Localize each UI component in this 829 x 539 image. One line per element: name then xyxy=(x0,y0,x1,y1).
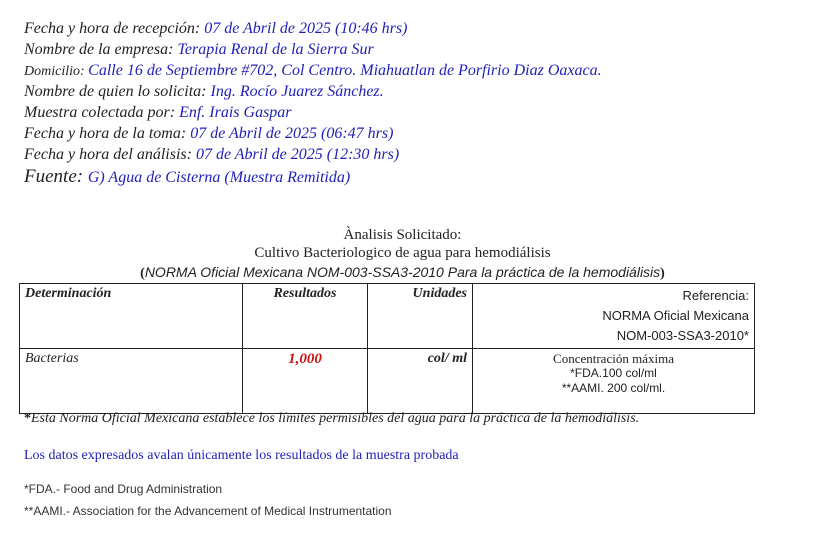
sampling-datetime-label: Fecha y hora de la toma: xyxy=(24,125,191,142)
reception-datetime-label: Fecha y hora de recepción: xyxy=(24,20,205,37)
analysis-datetime-row xyxy=(24,144,814,165)
requester-label: Nombre de quien lo solicita: xyxy=(24,83,211,100)
sampling-datetime-row xyxy=(24,123,814,144)
table-header-row xyxy=(20,284,755,349)
analysis-title: Ànalisis Solicitado: xyxy=(343,227,462,243)
cell-determinacion: Bacterias xyxy=(20,349,243,414)
reception-datetime-row xyxy=(24,18,814,39)
norm-text: NORMA Oficial Mexicana NOM-003-SSA3-2010 Para la práctica de la hemodiálisis xyxy=(144,264,661,280)
header-determinacion: Determinación xyxy=(20,284,243,349)
company-row xyxy=(24,39,814,60)
referencia-line-2: NORMA Oficial Mexicana xyxy=(602,308,749,323)
results-table xyxy=(19,283,755,414)
requester-row xyxy=(24,81,814,102)
header-unidades: Unidades xyxy=(368,284,473,349)
collector-row xyxy=(24,102,814,123)
source-value: G) Agua de Cisterna (Muestra Remitida) xyxy=(87,169,351,186)
disclaimer: Los datos expresados avalan únicamente los resultados de la muestra probada xyxy=(24,448,459,463)
sample-info-header xyxy=(24,18,814,189)
cell-unidad: col/ ml xyxy=(368,349,473,414)
header-referencia xyxy=(473,284,755,349)
company-label: Nombre de la empresa: xyxy=(24,41,178,58)
source-label: Fuente: xyxy=(24,166,88,187)
ref-fda: *FDA.100 col/ml xyxy=(570,366,657,380)
table-row xyxy=(20,349,755,414)
analysis-norm xyxy=(0,264,805,282)
sampling-datetime-value: 07 de Abril de 2025 (06:47 hrs) xyxy=(190,125,394,142)
referencia-line-1: Referencia: xyxy=(682,288,749,303)
address-label: Domicilio: xyxy=(24,64,89,79)
company-value: Terapia Renal de la Sierra Sur xyxy=(177,41,374,58)
cell-referencia xyxy=(473,349,755,414)
referencia-line-3: NOM-003-SSA3-2010* xyxy=(616,328,749,343)
analysis-datetime-label: Fecha y hora del análisis: xyxy=(24,146,196,163)
norm-note xyxy=(24,411,639,427)
cell-resultado: 1,000 xyxy=(243,349,368,414)
analysis-subtitle: Cultivo Bacteriologico de agua para hemodiálisis xyxy=(254,245,551,261)
ref-concentracion: Concentración máxima xyxy=(553,351,674,366)
analysis-datetime-value: 07 de Abril de 2025 (12:30 hrs) xyxy=(195,146,400,163)
collector-value: Enf. Irais Gaspar xyxy=(179,104,292,121)
footnote-aami: **AAMI.- Association for the Advancement of Medical Instrumentation xyxy=(24,504,392,518)
address-row xyxy=(24,60,814,81)
footnote-fda: *FDA.- Food and Drug Administration xyxy=(24,482,223,496)
ref-aami: **AAMI. 200 col/ml. xyxy=(561,381,666,395)
source-row xyxy=(24,165,814,189)
norm-close-paren: ) xyxy=(660,266,665,281)
norm-open-paren: ( xyxy=(140,266,145,281)
header-resultados: Resultados xyxy=(243,284,368,349)
collector-label: Muestra colectada por: xyxy=(24,104,180,121)
address-value: Calle 16 de Septiembre #702, Col Centro. Miahuatlan de Porfirio Diaz Oaxaca. xyxy=(88,62,602,79)
norm-note-star: * xyxy=(24,411,31,426)
norm-note-text: Esta Norma Oficial Mexicana establece los límites permisibles del agua para la práctica de la hemodiálisis. xyxy=(31,411,640,426)
reception-datetime-value: 07 de Abril de 2025 (10:46 hrs) xyxy=(204,20,408,37)
requester-value: Ing. Rocío Juarez Sánchez. xyxy=(210,83,384,100)
